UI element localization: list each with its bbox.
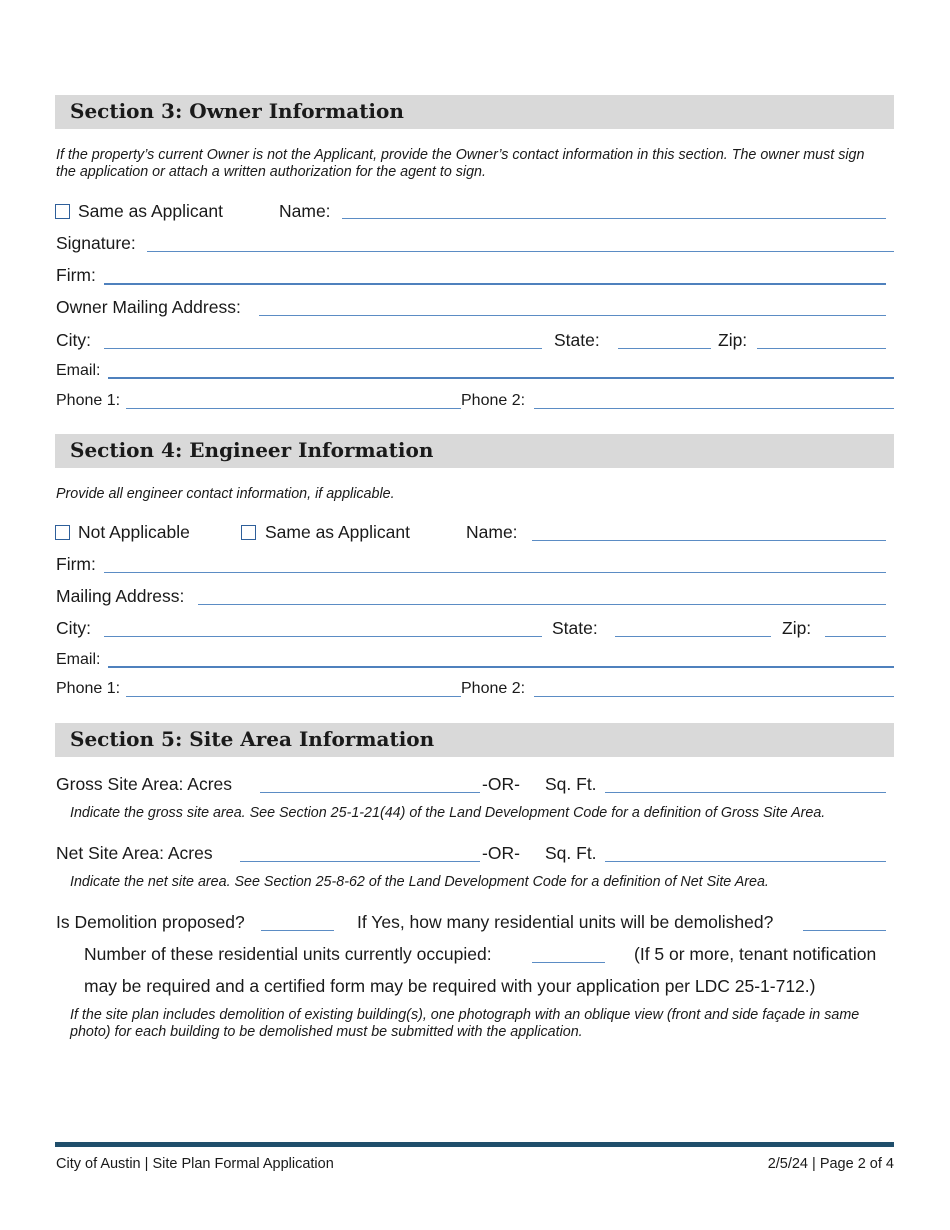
engineer-name-field[interactable] xyxy=(532,540,886,541)
owner-signature-label: Signature: xyxy=(56,233,136,253)
engineer-mailing-address-label: Mailing Address: xyxy=(56,586,185,606)
engineer-not-applicable-checkbox[interactable] xyxy=(55,525,70,540)
owner-name-field[interactable] xyxy=(342,218,886,219)
owner-firm-label: Firm: xyxy=(56,265,96,285)
engineer-email-label: Email: xyxy=(56,651,101,668)
engineer-name-label: Name: xyxy=(466,522,518,542)
gross-site-area-note: Indicate the gross site area. See Section 25-1-21(44) of the Land Development Code for a definition of Gross Site Area. xyxy=(70,805,826,821)
demolition-photo-note: If the site plan includes demolition of existing building(s), one photograph with an oblique view (front and side façade in same photo) for each building to be demolished must be submitted with the application. xyxy=(70,1007,860,1040)
net-site-area-label: Net Site Area: Acres xyxy=(56,843,213,863)
engineer-phone2-field[interactable] xyxy=(534,696,894,697)
engineer-phone1-label: Phone 1: xyxy=(56,680,121,697)
net-sqft-label: Sq. Ft. xyxy=(545,843,597,863)
section-3-title: Section 3: Owner Information xyxy=(70,99,404,123)
footer-divider xyxy=(55,1142,894,1147)
net-or-label: -OR- xyxy=(482,843,520,863)
footer-left-text: City of Austin | Site Plan Formal Application xyxy=(56,1156,334,1172)
net-site-area-note: Indicate the net site area. See Section 25-8-62 of the Land Development Code for a definition of Net Site Area. xyxy=(70,874,769,890)
engineer-same-as-applicant-checkbox[interactable] xyxy=(241,525,256,540)
section-4-header xyxy=(55,434,894,468)
owner-name-label: Name: xyxy=(279,201,331,221)
owner-state-field[interactable] xyxy=(618,348,711,349)
section-3-note: If the property’s current Owner is not the Applicant, provide the Owner’s contact information in this section. The owner must sign the application or attach a written authorization for the agent to sign. xyxy=(56,147,865,180)
owner-city-field[interactable] xyxy=(104,348,542,349)
owner-same-as-applicant-label: Same as Applicant xyxy=(78,201,223,221)
net-site-area-acres-field[interactable] xyxy=(240,861,480,862)
owner-zip-label: Zip: xyxy=(718,330,748,350)
demolition-question-label: Is Demolition proposed? xyxy=(56,912,245,932)
engineer-email-field[interactable] xyxy=(108,666,894,668)
tenant-notification-note-2: may be required and a certified form may be required with your application per LDC 25-1-712.) xyxy=(84,976,816,996)
section-5-header xyxy=(55,723,894,757)
section-4-note: Provide all engineer contact information, if applicable. xyxy=(56,486,395,502)
gross-site-area-sqft-field[interactable] xyxy=(605,792,886,793)
engineer-city-field[interactable] xyxy=(104,636,542,637)
engineer-same-as-applicant-label: Same as Applicant xyxy=(265,522,410,542)
owner-mailing-address-field[interactable] xyxy=(259,315,886,316)
demolition-units-field[interactable] xyxy=(803,930,886,931)
engineer-city-label: City: xyxy=(56,618,91,638)
engineer-not-applicable-label: Not Applicable xyxy=(78,522,190,542)
owner-email-label: Email: xyxy=(56,362,101,379)
owner-city-label: City: xyxy=(56,330,91,350)
engineer-mailing-address-field[interactable] xyxy=(198,604,886,605)
engineer-state-label: State: xyxy=(552,618,598,638)
engineer-zip-field[interactable] xyxy=(825,636,886,637)
engineer-firm-field[interactable] xyxy=(104,572,886,573)
owner-state-label: State: xyxy=(554,330,600,350)
gross-or-label: -OR- xyxy=(482,774,520,794)
engineer-phone1-field[interactable] xyxy=(126,696,461,697)
engineer-state-field[interactable] xyxy=(615,636,771,637)
section-3-header xyxy=(55,95,894,129)
owner-signature-field[interactable] xyxy=(147,251,894,252)
gross-sqft-label: Sq. Ft. xyxy=(545,774,597,794)
gross-site-area-acres-field[interactable] xyxy=(260,792,480,793)
owner-phone2-label: Phone 2: xyxy=(461,392,526,409)
owner-firm-field[interactable] xyxy=(104,283,886,285)
owner-phone1-field[interactable] xyxy=(126,408,461,409)
footer-page-info: 2/5/24 | Page 2 of 4 xyxy=(767,1156,894,1172)
demolition-proposed-field[interactable] xyxy=(261,930,334,931)
owner-phone1-label: Phone 1: xyxy=(56,392,121,409)
owner-same-as-applicant-checkbox[interactable] xyxy=(55,204,70,219)
occupied-units-question-label: Number of these residential units currently occupied: xyxy=(84,944,492,964)
tenant-notification-note-1: (If 5 or more, tenant notification xyxy=(634,944,877,964)
occupied-units-field[interactable] xyxy=(532,962,605,963)
section-5-title: Section 5: Site Area Information xyxy=(70,727,435,751)
owner-zip-field[interactable] xyxy=(757,348,886,349)
engineer-firm-label: Firm: xyxy=(56,554,96,574)
gross-site-area-label: Gross Site Area: Acres xyxy=(56,774,233,794)
engineer-zip-label: Zip: xyxy=(782,618,812,638)
owner-email-field[interactable] xyxy=(108,377,894,379)
engineer-phone2-label: Phone 2: xyxy=(461,680,526,697)
net-site-area-sqft-field[interactable] xyxy=(605,861,886,862)
owner-phone2-field[interactable] xyxy=(534,408,894,409)
section-4-title: Section 4: Engineer Information xyxy=(70,438,434,462)
demolition-units-question-label: If Yes, how many residential units will be demolished? xyxy=(357,912,774,932)
owner-mailing-address-label: Owner Mailing Address: xyxy=(56,297,241,317)
